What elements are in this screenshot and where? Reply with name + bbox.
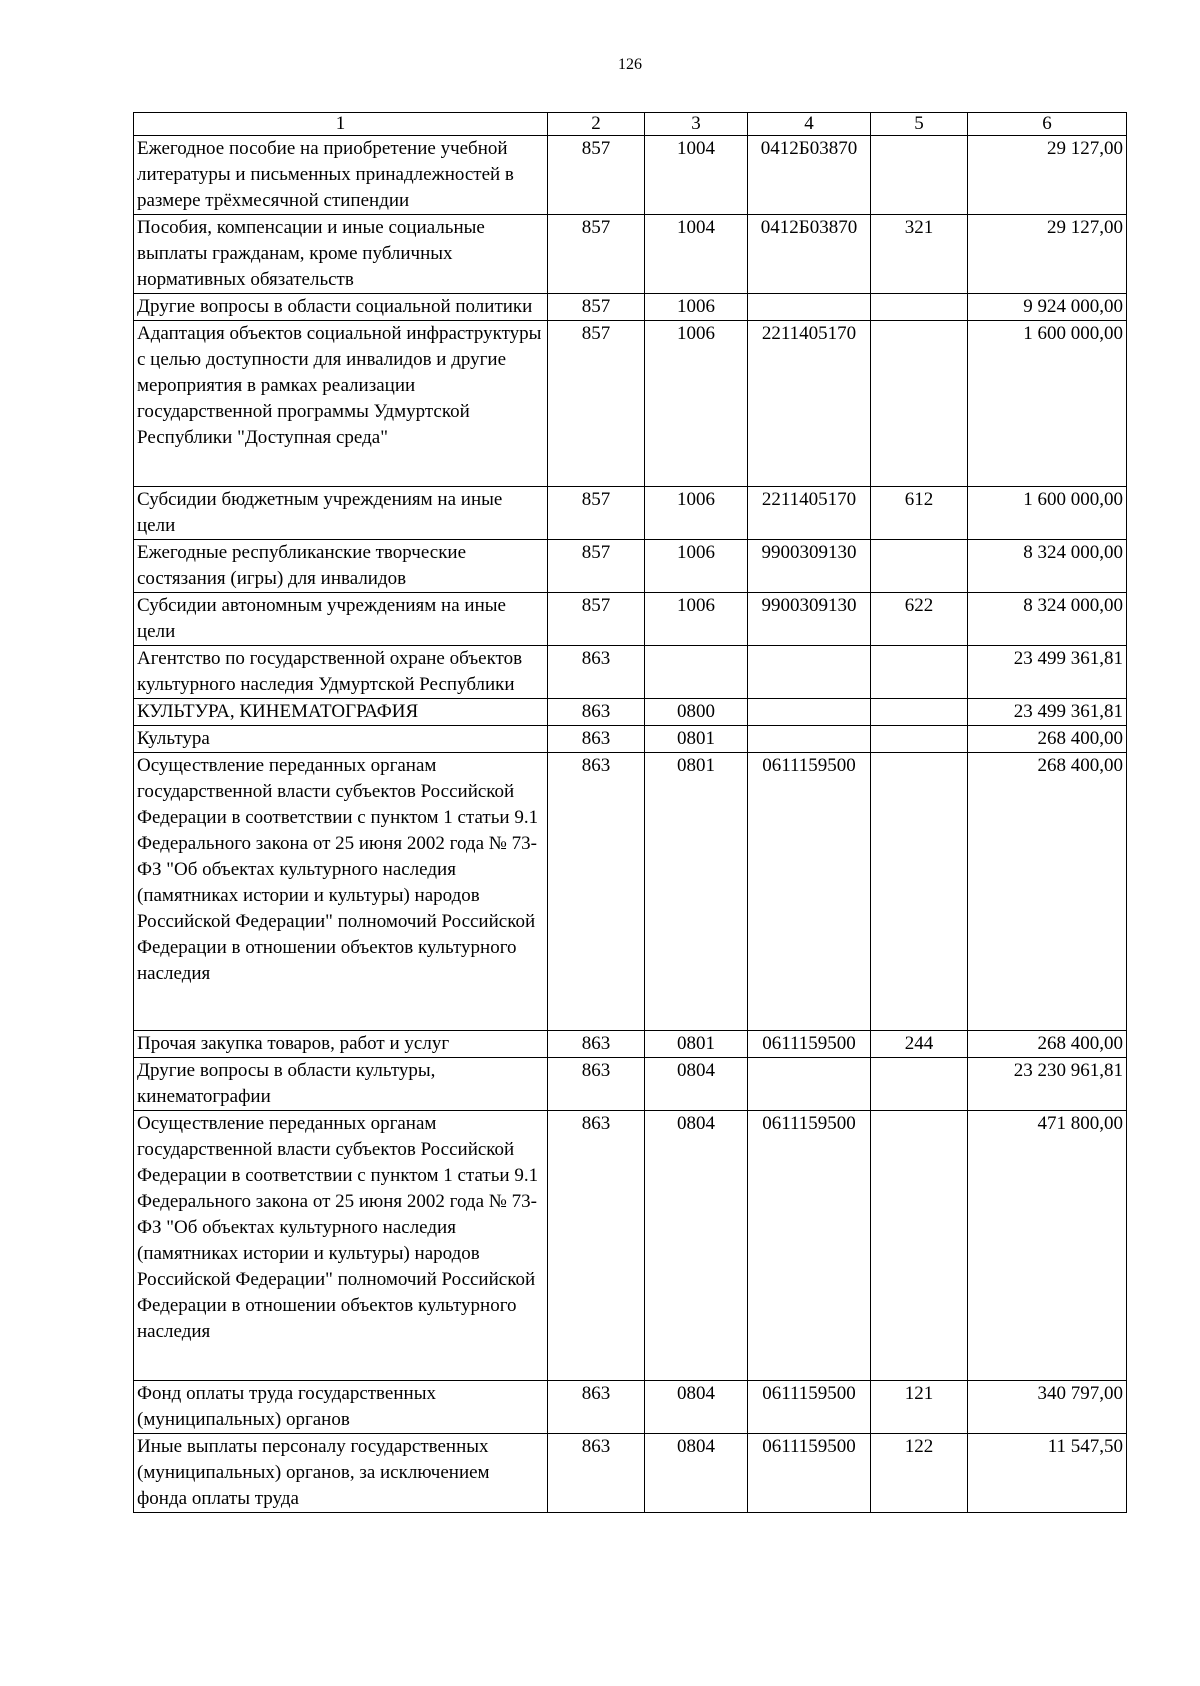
table-row xyxy=(134,321,1127,487)
row-expense-type xyxy=(871,540,968,593)
table-row xyxy=(134,215,1127,294)
table-row xyxy=(134,753,1127,1031)
row-target-code: 2211405170 xyxy=(748,487,871,540)
row-ministry-code: 863 xyxy=(548,726,645,753)
row-expense-type xyxy=(871,753,968,1031)
row-amount: 23 230 961,81 xyxy=(968,1058,1127,1111)
row-target-code: 9900309130 xyxy=(748,540,871,593)
row-name: Агентство по государственной охране объектов культурного наследия Удмуртской Республики xyxy=(134,646,548,699)
row-ministry-code: 857 xyxy=(548,540,645,593)
table-row xyxy=(134,1058,1127,1111)
row-ministry-code: 863 xyxy=(548,646,645,699)
row-expense-type: 622 xyxy=(871,593,968,646)
row-name: Пособия, компенсации и иные социальные выплаты гражданам, кроме публичных нормативных обязательств xyxy=(134,215,548,294)
row-name: КУЛЬТУРА, КИНЕМАТОГРАФИЯ xyxy=(134,699,548,726)
row-section-code: 0804 xyxy=(645,1111,748,1381)
row-ministry-code: 863 xyxy=(548,699,645,726)
row-amount: 1 600 000,00 xyxy=(968,487,1127,540)
row-section-code: 1006 xyxy=(645,540,748,593)
row-amount: 8 324 000,00 xyxy=(968,540,1127,593)
row-section-code: 0804 xyxy=(645,1434,748,1513)
row-ministry-code: 857 xyxy=(548,294,645,321)
row-ministry-code: 857 xyxy=(548,487,645,540)
column-header: 1 xyxy=(134,113,548,136)
row-ministry-code: 863 xyxy=(548,1381,645,1434)
row-target-code: 0611159500 xyxy=(748,1434,871,1513)
row-expense-type xyxy=(871,321,968,487)
row-section-code xyxy=(645,646,748,699)
row-name: Осуществление переданных органам государственной власти субъектов Российской Федерации в соответствии с пунктом 1 статьи 9.1 Федерального закона от 25 июня 2002 года № 73-ФЗ "Об объектах культурного наследия (памятниках истории и культуры) народов Российской Федерации" полномочий Российской Федерации в отношении объектов культурного наследия xyxy=(134,1111,548,1381)
row-target-code xyxy=(748,1058,871,1111)
row-name: Адаптация объектов социальной инфраструктуры с целью доступности для инвалидов и другие мероприятия в рамках реализации государственной программы Удмуртской Республики "Доступная среда" xyxy=(134,321,548,487)
row-amount: 1 600 000,00 xyxy=(968,321,1127,487)
row-ministry-code: 857 xyxy=(548,215,645,294)
row-section-code: 1006 xyxy=(645,487,748,540)
row-target-code: 9900309130 xyxy=(748,593,871,646)
column-header: 4 xyxy=(748,113,871,136)
row-expense-type: 612 xyxy=(871,487,968,540)
row-target-code xyxy=(748,699,871,726)
row-amount: 29 127,00 xyxy=(968,215,1127,294)
row-expense-type: 321 xyxy=(871,215,968,294)
row-amount: 268 400,00 xyxy=(968,726,1127,753)
row-expense-type: 244 xyxy=(871,1031,968,1058)
table-row xyxy=(134,294,1127,321)
table-row xyxy=(134,136,1127,215)
table-row xyxy=(134,1381,1127,1434)
column-header: 6 xyxy=(968,113,1127,136)
row-target-code: 0412Б03870 xyxy=(748,136,871,215)
row-ministry-code: 857 xyxy=(548,321,645,487)
row-expense-type xyxy=(871,1111,968,1381)
table-row xyxy=(134,726,1127,753)
row-ministry-code: 863 xyxy=(548,1111,645,1381)
row-amount: 8 324 000,00 xyxy=(968,593,1127,646)
table-row xyxy=(134,1434,1127,1513)
row-expense-type: 122 xyxy=(871,1434,968,1513)
table-header-row xyxy=(134,113,1127,136)
row-section-code: 0801 xyxy=(645,1031,748,1058)
row-amount: 9 924 000,00 xyxy=(968,294,1127,321)
row-target-code xyxy=(748,294,871,321)
row-ministry-code: 863 xyxy=(548,753,645,1031)
row-section-code: 1006 xyxy=(645,294,748,321)
row-expense-type xyxy=(871,726,968,753)
row-section-code: 0800 xyxy=(645,699,748,726)
row-name: Фонд оплаты труда государственных (муниципальных) органов xyxy=(134,1381,548,1434)
row-ministry-code: 863 xyxy=(548,1058,645,1111)
row-amount: 268 400,00 xyxy=(968,753,1127,1031)
row-target-code: 0611159500 xyxy=(748,1381,871,1434)
row-name: Субсидии бюджетным учреждениям на иные цели xyxy=(134,487,548,540)
row-name: Осуществление переданных органам государственной власти субъектов Российской Федерации в соответствии с пунктом 1 статьи 9.1 Федерального закона от 25 июня 2002 года № 73-ФЗ "Об объектах культурного наследия (памятниках истории и культуры) народов Российской Федерации" полномочий Российской Федерации в отношении объектов культурного наследия xyxy=(134,753,548,1031)
row-amount: 268 400,00 xyxy=(968,1031,1127,1058)
row-ministry-code: 863 xyxy=(548,1031,645,1058)
row-section-code: 0801 xyxy=(645,753,748,1031)
row-expense-type xyxy=(871,136,968,215)
row-ministry-code: 857 xyxy=(548,136,645,215)
row-target-code: 0611159500 xyxy=(748,1031,871,1058)
table-row xyxy=(134,593,1127,646)
row-name: Ежегодные республиканские творческие состязания (игры) для инвалидов xyxy=(134,540,548,593)
row-section-code: 1004 xyxy=(645,215,748,294)
table-row xyxy=(134,1111,1127,1381)
table-row xyxy=(134,540,1127,593)
row-target-code: 0412Б03870 xyxy=(748,215,871,294)
row-expense-type xyxy=(871,1058,968,1111)
row-name: Иные выплаты персоналу государственных (муниципальных) органов, за исключением фонда оплаты труда xyxy=(134,1434,548,1513)
row-expense-type xyxy=(871,699,968,726)
row-section-code: 1006 xyxy=(645,321,748,487)
row-amount: 23 499 361,81 xyxy=(968,699,1127,726)
row-section-code: 1006 xyxy=(645,593,748,646)
column-header: 5 xyxy=(871,113,968,136)
row-name: Субсидии автономным учреждениям на иные цели xyxy=(134,593,548,646)
column-header: 2 xyxy=(548,113,645,136)
table-row xyxy=(134,699,1127,726)
row-target-code: 0611159500 xyxy=(748,753,871,1031)
row-amount: 340 797,00 xyxy=(968,1381,1127,1434)
row-section-code: 0804 xyxy=(645,1058,748,1111)
row-name: Другие вопросы в области социальной политики xyxy=(134,294,548,321)
table-row xyxy=(134,487,1127,540)
row-target-code: 0611159500 xyxy=(748,1111,871,1381)
budget-table xyxy=(133,112,1127,1513)
row-name: Культура xyxy=(134,726,548,753)
row-section-code: 1004 xyxy=(645,136,748,215)
column-header: 3 xyxy=(645,113,748,136)
table-row xyxy=(134,646,1127,699)
row-section-code: 0804 xyxy=(645,1381,748,1434)
row-name: Прочая закупка товаров, работ и услуг xyxy=(134,1031,548,1058)
row-amount: 471 800,00 xyxy=(968,1111,1127,1381)
row-name: Другие вопросы в области культуры, кинематографии xyxy=(134,1058,548,1111)
row-amount: 29 127,00 xyxy=(968,136,1127,215)
table-row xyxy=(134,1031,1127,1058)
row-target-code: 2211405170 xyxy=(748,321,871,487)
page-number: 126 xyxy=(618,56,642,73)
row-amount: 11 547,50 xyxy=(968,1434,1127,1513)
row-ministry-code: 863 xyxy=(548,1434,645,1513)
row-expense-type xyxy=(871,294,968,321)
row-target-code xyxy=(748,646,871,699)
row-expense-type xyxy=(871,646,968,699)
row-expense-type: 121 xyxy=(871,1381,968,1434)
row-ministry-code: 857 xyxy=(548,593,645,646)
row-amount: 23 499 361,81 xyxy=(968,646,1127,699)
row-name: Ежегодное пособие на приобретение учебной литературы и письменных принадлежностей в размере трёхмесячной стипендии xyxy=(134,136,548,215)
row-section-code: 0801 xyxy=(645,726,748,753)
row-target-code xyxy=(748,726,871,753)
